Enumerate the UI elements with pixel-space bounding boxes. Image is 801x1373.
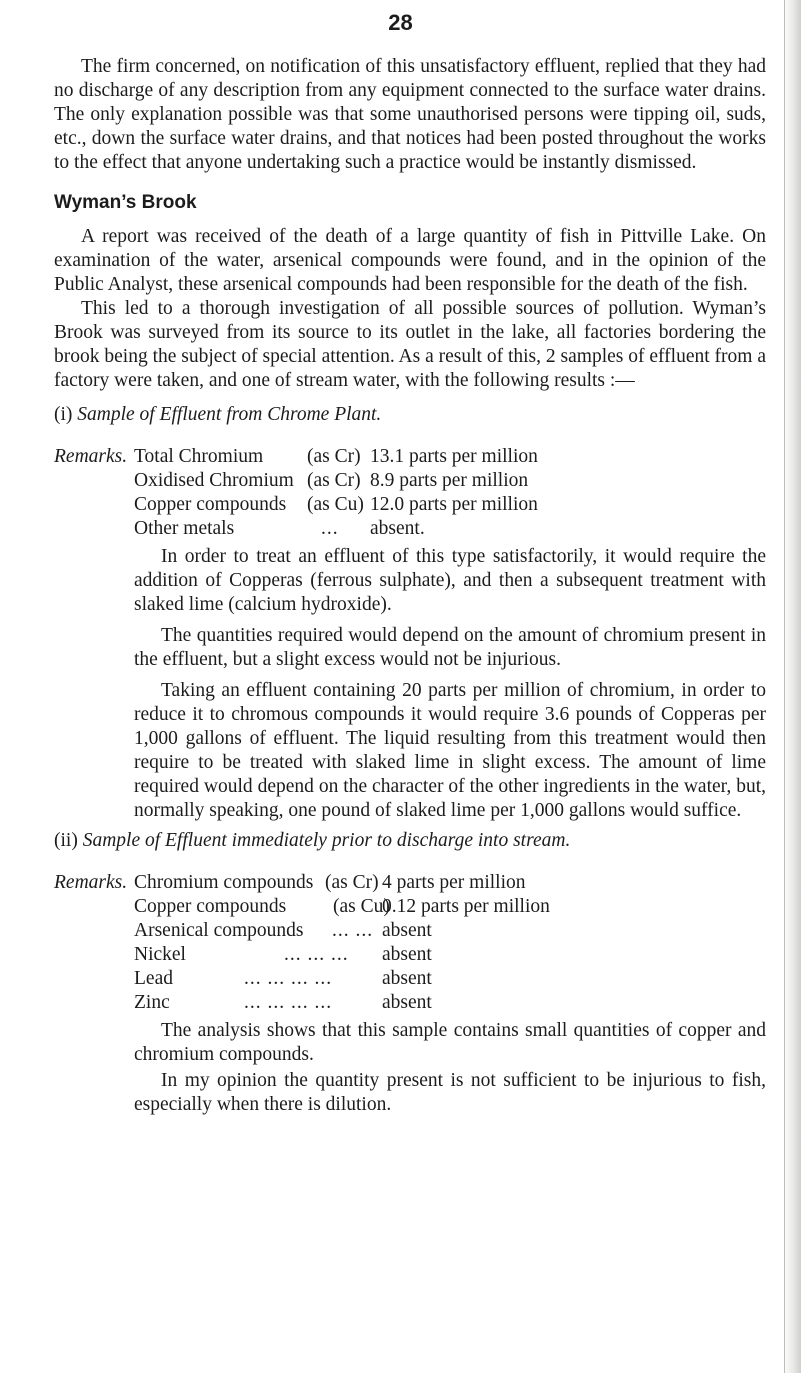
sample-2-paragraph: In my opinion the quantity present is not sufficient to be injurious to fish, especially when there is dilution. — [134, 1070, 766, 1115]
result-row — [134, 469, 766, 493]
result-name: Other metals — [134, 518, 235, 539]
section-paragraph-2: This led to a thorough investigation of all possible sources of pollution. Wyman’s Brook was surveyed from its source to its outlet in the lake, all factories bordering the brook being the subject of special attention. As a result of this, 2 samples of effluent from a factory were taken, and one of stream water, with the following results :— — [54, 298, 766, 391]
section-paragraph-1: A report was received of the death of a large quantity of fish in Pittville Lake. On examination of the water, arsenical compounds were found, and in the opinion of the Public Analyst, these arsenical compounds had been responsible for the death of the fish. — [54, 226, 766, 295]
result-as: (as Cu) — [333, 896, 390, 917]
sample-2-title — [54, 829, 766, 853]
result-name: Copper compounds — [134, 896, 287, 917]
sample-2-number: (ii) — [54, 830, 78, 851]
result-as: (as Cr) — [307, 470, 361, 491]
result-row — [134, 493, 766, 517]
result-value: absent — [382, 920, 432, 941]
result-row — [134, 919, 766, 943]
result-row — [134, 517, 766, 541]
sample-1-remarks-label: Remarks. — [54, 446, 128, 467]
result-name: Total Chromium — [134, 446, 264, 467]
result-as: (as Cu) — [307, 494, 364, 515]
section-heading: Wyman’s Brook — [54, 192, 197, 213]
sample-1-paragraph: The quantities required would depend on the amount of chromium present in the effluent, but a slight excess would not be injurious. — [134, 625, 766, 670]
result-value: 0.12 parts per million — [382, 896, 550, 917]
sample-1-title — [54, 403, 766, 427]
sample-1-remarks-body — [134, 445, 766, 823]
result-name: Oxidised Chromium — [134, 470, 294, 491]
result-as: (as Cr) — [325, 872, 379, 893]
sample-1-number: (i) — [54, 404, 73, 425]
sample-2-remarks — [54, 871, 766, 1117]
result-value: 4 parts per million — [382, 872, 526, 893]
result-value: absent — [382, 992, 432, 1013]
result-as: ... — [321, 518, 339, 539]
result-name: Arsenical compounds — [134, 920, 304, 941]
result-value: absent — [382, 968, 432, 989]
result-value: absent — [382, 944, 432, 965]
result-name: Lead — [134, 968, 173, 989]
sample-2-discussion — [134, 1019, 766, 1117]
sample-1-discussion — [134, 545, 766, 823]
result-row — [134, 871, 766, 895]
sample-1-remarks — [54, 445, 766, 823]
sample-1-paragraph: Taking an effluent containing 20 parts per million of chromium, in order to reduce it to chromous compounds it would require 3.6 pounds of Copperas per 1,000 gallons of effluent. The liquid resulting from this treatment would then require to be treated with slaked lime in slight excess. The amount of lime required would depend on the character of the other ingredients in the water, but, normally speaking, one pound of slaked lime per 1,000 gallons would suffice. — [134, 680, 766, 821]
sample-2-title-text: Sample of Effluent immediately prior to discharge into stream. — [82, 830, 571, 851]
result-name: Zinc — [134, 992, 170, 1013]
result-row — [134, 943, 766, 967]
result-value: 13.1 parts per million — [370, 446, 538, 467]
result-name: Chromium compounds — [134, 872, 314, 893]
result-as: ... ... ... ... — [244, 968, 333, 989]
sample-2-remarks-body — [134, 871, 766, 1117]
sample-2-paragraph: The analysis shows that this sample contains small quantities of copper and chromium compounds. — [134, 1020, 766, 1065]
result-name: Nickel — [134, 944, 186, 965]
result-row — [134, 967, 766, 991]
result-name: Copper compounds — [134, 494, 287, 515]
page-number: 28 — [388, 10, 413, 35]
result-value: 8.9 parts per million — [370, 470, 529, 491]
sample-2-remarks-label: Remarks. — [54, 872, 128, 893]
sample-1-paragraph: In order to treat an effluent of this type satisfactorily, it would require the addition of Copperas (ferrous sulphate), and then a subsequent treatment with slaked lime (calcium hydroxide). — [134, 546, 766, 615]
result-as: ... ... ... ... — [244, 992, 333, 1013]
result-row — [134, 991, 766, 1015]
result-value: absent. — [370, 518, 425, 539]
intro-paragraph: The firm concerned, on notification of this unsatisfactory effluent, replied that they had no discharge of any description from any equipment connected to the surface water drains. The only explanation possible was that some unauthorised persons were tipping oil, suds, etc., down the surface water drains, and that notices had been posted throughout the works to the effect that anyone undertaking such a practice would be instantly dismissed. — [54, 56, 766, 173]
result-row — [134, 895, 766, 919]
result-row — [134, 445, 766, 469]
result-as: ... ... ... — [284, 944, 349, 965]
result-as: (as Cr) — [307, 446, 361, 467]
page-edge-shadow — [783, 0, 801, 1373]
page-edge-line — [784, 0, 785, 1373]
result-as: ... ... — [332, 920, 374, 941]
result-value: 12.0 parts per million — [370, 494, 538, 515]
page-content — [54, 55, 766, 1117]
sample-1-title-text: Sample of Effluent from Chrome Plant. — [77, 404, 382, 425]
